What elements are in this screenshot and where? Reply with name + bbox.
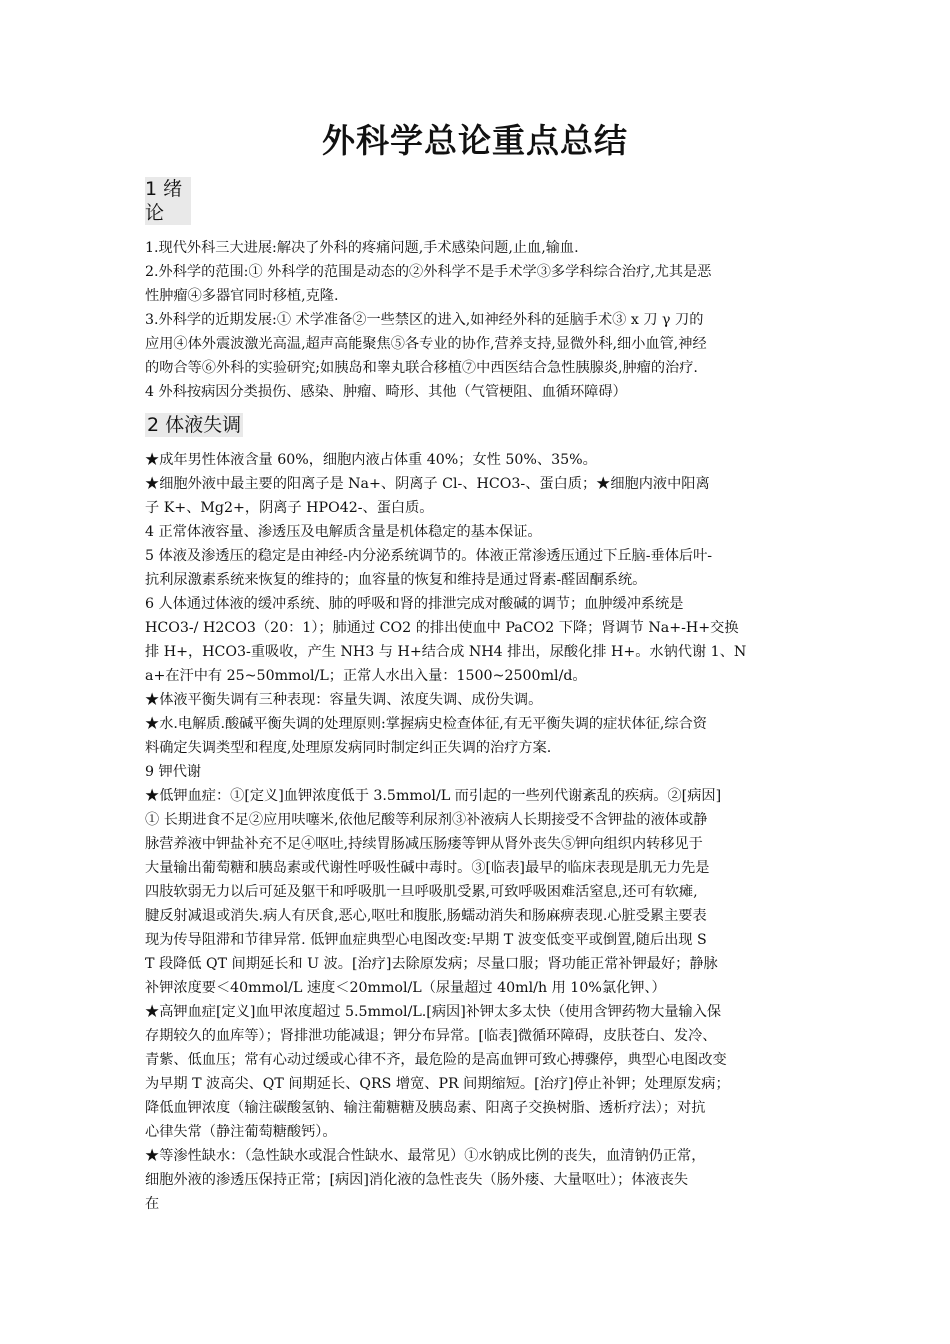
text-line: ① 长期进食不足②应用呋噻米,依他尼酸等利尿剂③补液病人长期接受不含钾盐的液体或静 — [145, 812, 708, 828]
text-line: 的吻合等⑥外科的实验研究;如胰岛和睾丸联合移植⑦中西医结合急性胰腺炎,肿瘤的治疗. — [145, 360, 698, 376]
text-line: 细胞外液的渗透压保持正常；[病因]消化液的急性丧失（肠外瘘、大量呕吐）；体液丧失 — [145, 1172, 689, 1188]
section-body-body-fluid — [145, 448, 815, 1216]
text-line: 子 K+、Mg2+，阴离子 HPO42-、蛋白质。 — [145, 500, 434, 516]
text-line: 性肿瘤④多器官同时移植,克隆. — [145, 288, 339, 304]
text-line: a+在汗中有 25~50mmol/L；正常人水出入量：1500~2500ml/d。 — [145, 668, 587, 684]
text-line: 1.现代外科三大进展:解决了外科的疼痛问题,手术感染问题,止血,输血. — [145, 240, 579, 256]
text-line: 3.外科学的近期发展:① 术学准备②一些禁区的进入,如神经外科的延脑手术③ x 刀 γ 刀的 — [145, 312, 704, 328]
section-heading-introduction: 1 绪论 — [145, 177, 191, 225]
text-line: 降低血钾浓度（输注碳酸氢钠、输注葡糖糖及胰岛素、阳离子交换树脂、透析疗法）；对抗 — [145, 1100, 706, 1116]
section-body-introduction — [145, 236, 815, 404]
text-line: 心律失常（静注葡萄糖酸钙）。 — [145, 1124, 337, 1140]
text-line: 6 人体通过体液的缓冲系统、肺的呼吸和肾的排泄完成对酸碱的调节；血肿缓冲系统是 — [145, 596, 684, 612]
text-line: 2.外科学的范围:① 外科学的范围是动态的②外科学不是手术学③多学科综合治疗,尤其是恶 — [145, 264, 712, 280]
text-line: 应用④体外震波激光高温,超声高能聚焦⑤各专业的协作,营养支持,显微外科,细小血管,神经 — [145, 336, 707, 352]
text-line: 现为传导阻滞和节律异常. 低钾血症典型心电图改变:早期 T 波变低变平或倒置,随后出现 S — [145, 932, 707, 948]
text-line: 料确定失调类型和程度,处理原发病同时制定纠正失调的治疗方案. — [145, 740, 552, 756]
text-line: ★水.电解质.酸碱平衡失调的处理原则:掌握病史检查体征,有无平衡失调的症状体征,综合资 — [145, 716, 707, 732]
text-line: HCO3-/ H2CO3（20：1）；肺通过 CO2 的排出使血中 PaCO2 下降；肾调节 Na+-H+交换 — [145, 620, 739, 636]
text-line: 4 外科按病因分类损伤、感染、肿瘤、畸形、其他（气管梗阻、血循环障碍） — [145, 384, 627, 400]
text-line: T 段降低 QT 间期延长和 U 波。[治疗]去除原发病；尽量口服；肾功能正常补钾最好；静脉 — [145, 956, 718, 972]
document-title: 外科学总论重点总结 — [322, 121, 628, 160]
text-line: 在 — [145, 1196, 160, 1212]
text-line: 9 钾代谢 — [145, 764, 202, 780]
text-line: ★高钾血症[定义]血甲浓度超过 5.5mmol/L.[病因]补钾太多太快（使用含钾药物大量输入保 — [145, 1004, 722, 1020]
text-line: ★体液平衡失调有三种表现：容量失调、浓度失调、成份失调。 — [145, 692, 543, 708]
text-line: 为早期 T 波高尖、QT 间期延长、QRS 增宽、PR 间期缩短。[治疗]停止补钾；处理原发病； — [145, 1076, 730, 1092]
text-line: 4 正常体液容量、渗透压及电解质含量是机体稳定的基本保证。 — [145, 524, 542, 540]
text-line: 5 体液及渗透压的稳定是由神经-内分泌系统调节的。体液正常渗透压通过下丘脑-垂体后叶- — [145, 548, 713, 564]
text-line: 脉营养液中钾盐补充不足④呕吐,持续胃肠减压肠瘘等钾从肾外丧失⑤钾向组织内转移见于 — [145, 836, 703, 852]
text-line: 四肢软弱无力以后可延及躯干和呼吸肌一旦呼吸肌受累,可致呼吸困难活窒息,还可有软瘫, — [145, 884, 698, 900]
text-line: 补钾浓度要＜40mmol/L 速度＜20mmol/L（尿量超过 40ml/h 用 10%氯化钾、） — [145, 980, 666, 996]
text-line: 大量输出葡萄糖和胰岛素或代谢性呼吸性碱中毒时。③[临表]最早的临床表现是肌无力先是 — [145, 860, 710, 876]
text-line: 抗利尿激素系统来恢复的维持的；血容量的恢复和维持是通过肾素-醛固酮系统。 — [145, 572, 647, 588]
text-line: 排 H+，HCO3-重吸收，产生 NH3 与 H+结合成 NH4 排出，尿酸化排 H+。水钠代谢 1、N — [145, 644, 747, 660]
text-line: ★成年男性体液含量 60%，细胞内液占体重 40%；女性 50%、35%。 — [145, 452, 597, 468]
text-line: ★细胞外液中最主要的阳离子是 Na+、阴离子 Cl-、HCO3-、蛋白质；★细胞内液中阳离 — [145, 476, 710, 492]
text-line: 青紫、低血压；常有心动过缓或心律不齐，最危险的是高血钾可致心搏骤停，典型心电图改变 — [145, 1052, 727, 1068]
text-line: 腱反射减退或消失.病人有厌食,恶心,呕吐和腹胀,肠蠕动消失和肠麻痹表现.心脏受累主要表 — [145, 908, 707, 924]
text-line: 存期较久的血库等）；肾排泄功能减退；钾分布异常。[临表]微循环障碍，皮肤苍白、发冷、 — [145, 1028, 717, 1044]
text-line: ★等渗性缺水：（急性缺水或混合性缺水、最常见）①水钠成比例的丧失，血清钠仍正常， — [145, 1148, 706, 1164]
text-line: ★低钾血症：①[定义]血钾浓度低于 3.5mmol/L 而引起的一些列代谢紊乱的疾病。②[病因] — [145, 788, 722, 804]
section-heading-body-fluid: 2 体液失调 — [147, 414, 242, 436]
